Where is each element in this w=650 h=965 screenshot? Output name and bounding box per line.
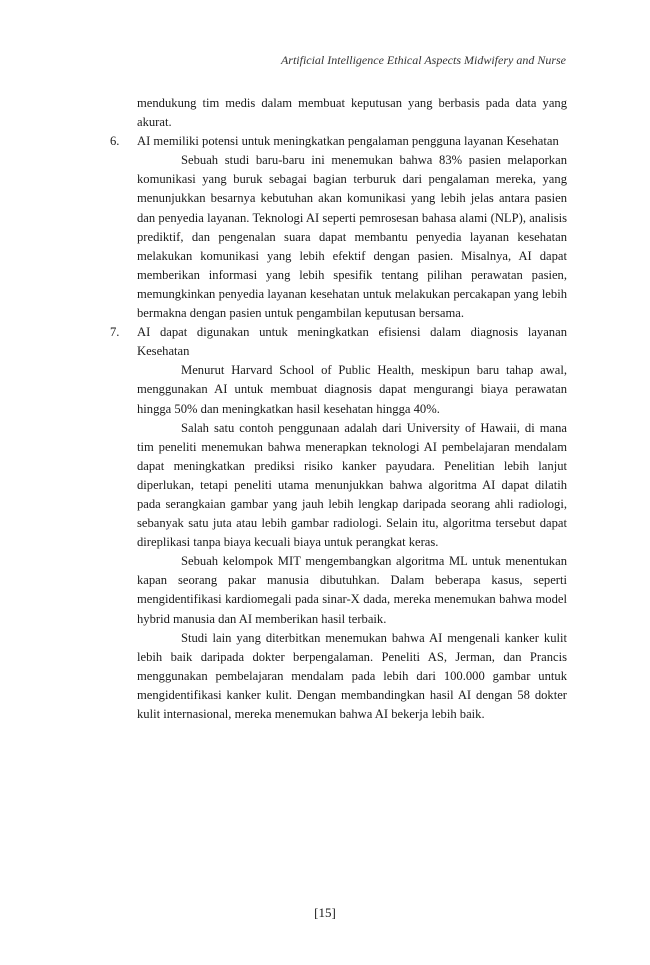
page-body — [110, 94, 567, 724]
continued-paragraph: mendukung tim medis dalam membuat keputusan yang berbasis pada data yang akurat. — [137, 96, 567, 130]
list-number: 7. — [110, 325, 120, 340]
body-paragraph: Sebuah studi baru-baru ini menemukan bahwa 83% pasien melaporkan komunikasi yang buruk sebagai bagian terburuk dari pengalaman mereka, yang menunjukkan besarnya kebutuhan akan komunikasi yang lebih jelas antara pasien dan penyedia layanan. Teknologi AI seperti pemrosesan bahasa alami (NLP), analisis prediktif, dan pengenalan suara dapat membantu penyedia layanan kesehatan melakukan komunikasi yang lebih efektif dengan pasien. Misalnya, AI dapat memberikan informasi yang lebih spesifik tentang pilihan perawatan pasien, memungkinkan penyedia layanan kesehatan untuk melakukan percakapan yang lebih bermakna dengan pasien untuk pengambilan keputusan bersama. — [137, 153, 567, 321]
list-item-heading: AI memiliki potensi untuk meningkatkan pengalaman pengguna layanan Kesehatan — [137, 134, 559, 149]
body-paragraph: Sebuah kelompok MIT mengembangkan algoritma ML untuk menentukan kapan seorang pakar manusia dibutuhkan. Dalam beberapa kasus, seperti mengidentifikasi kardiomegali pada sinar-X dada, mereka menemukan bahwa model hybrid manusia dan AI memberikan hasil terbaik. — [137, 554, 567, 626]
list-item-heading: AI dapat digunakan untuk meningkatkan efisiensi dalam diagnosis layanan Kesehatan — [137, 325, 567, 359]
list-item-6 — [110, 132, 567, 151]
body-paragraph: Salah satu contoh penggunaan adalah dari University of Hawaii, di mana tim peneliti menemukan bahwa menerapkan teknologi AI pembelajaran mendalam dapat meningkatkan prediksi risiko kanker payudara. Penelitian lebih lanjut diperlukan, tetapi peneliti utama menunjukkan bahwa algoritma AI dapat dilatih pada serangkaian gambar yang jauh lebih lengkap daripada seorang ahli radiologi, sebanyak satu juta atau lebih gambar radiologi. Selain itu, algoritma tersebut dapat direplikasi tanpa biaya kecuali biaya untuk perangkat keras. — [137, 420, 567, 550]
list-number: 6. — [110, 134, 120, 149]
page-number: [15] — [314, 905, 336, 920]
body-paragraph: Menurut Harvard School of Public Health, meskipun baru tahap awal, menggunakan AI untuk membuat diagnosis dapat mengurangi biaya perawatan hingga 50% dan meningkatkan hasil kesehatan hingga 40%. — [137, 363, 567, 416]
list-item-7 — [110, 323, 567, 361]
body-paragraph: Studi lain yang diterbitkan menemukan bahwa AI mengenali kanker kulit lebih baik daripada dokter berpengalaman. Peneliti AS, Jerman, dan Prancis menggunakan pembelajaran mendalam pada lebih dari 100.000 gambar untuk mengidentifikasi kanker kulit. Dengan membandingkan hasil AI dengan 58 dokter kulit internasional, mereka menemukan bahwa AI bekerja lebih baik. — [137, 630, 567, 721]
running-header: Artificial Intelligence Ethical Aspects Midwifery and Nurse — [280, 53, 566, 67]
